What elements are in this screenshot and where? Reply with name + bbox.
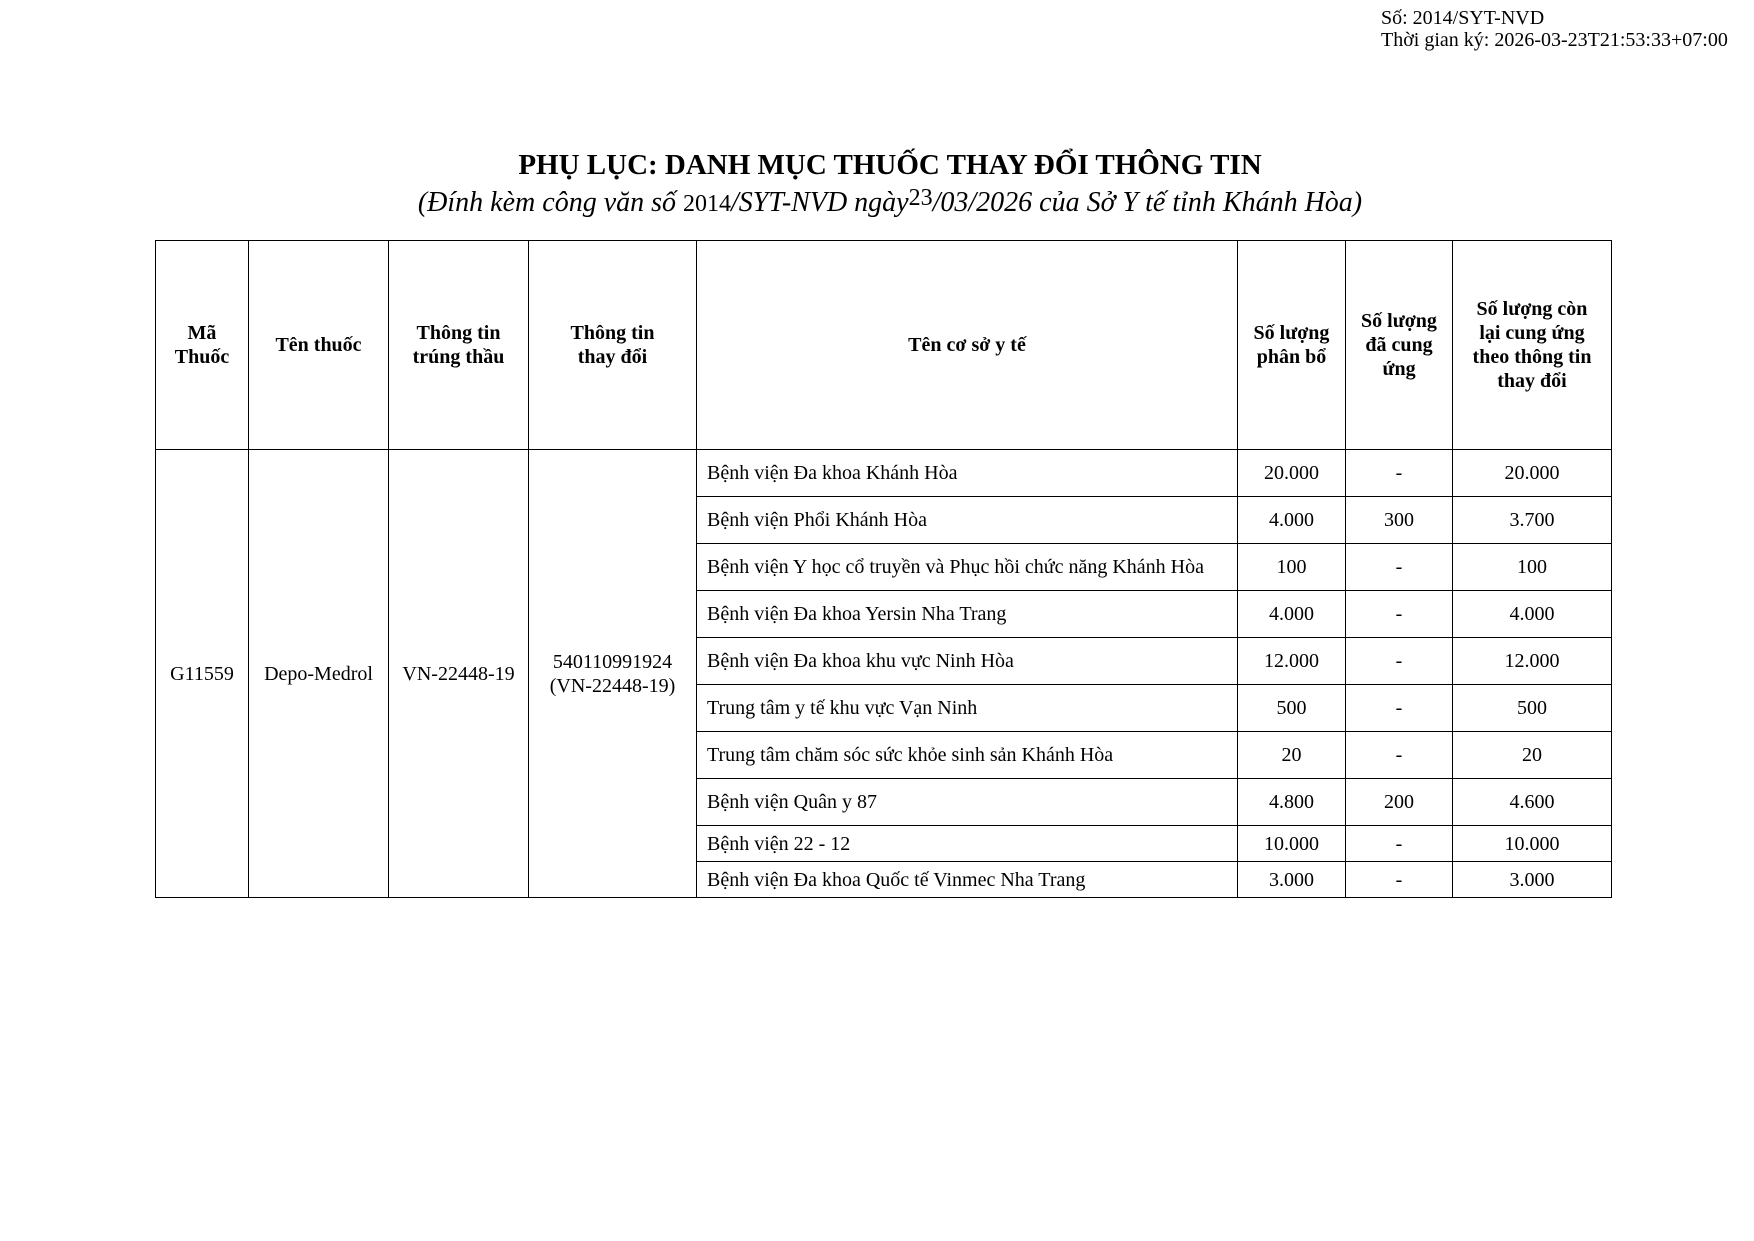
allocated-qty: 4.800 xyxy=(1238,779,1346,826)
allocated-qty: 12.000 xyxy=(1238,638,1346,685)
header-text: lại cung ứng xyxy=(1479,322,1585,344)
allocated-qty: 4.000 xyxy=(1238,497,1346,544)
header-text: theo thông tin xyxy=(1472,346,1592,368)
supplied-qty: - xyxy=(1346,544,1453,591)
header-text: phân bổ xyxy=(1256,346,1327,368)
subtitle-document-number: 2014 xyxy=(683,191,732,217)
header-ten-thuoc: Tên thuốc xyxy=(249,241,389,450)
drug-bid-info: VN-22448-19 xyxy=(389,450,529,898)
facility-name: Bệnh viện Y học cổ truyền và Phục hồi chức năng Khánh Hòa xyxy=(697,544,1238,591)
page-title: PHỤ LỤC: DANH MỤC THUỐC THAY ĐỔI THÔNG TIN xyxy=(518,149,1262,181)
document-number: Số: 2014/SYT-NVD xyxy=(1381,7,1545,29)
allocated-qty: 100 xyxy=(1238,544,1346,591)
supplied-qty: 300 xyxy=(1346,497,1453,544)
allocated-qty: 500 xyxy=(1238,685,1346,732)
drug-changed-info xyxy=(529,450,697,898)
header-text: Thông tin xyxy=(416,322,501,344)
header-ma-thuoc xyxy=(156,241,249,450)
subtitle-day: 23 xyxy=(908,185,933,211)
facility-name: Bệnh viện Quân y 87 xyxy=(697,779,1238,826)
changed-info-line: (VN-22448-19) xyxy=(549,674,676,697)
changed-info-line: 540110991924 xyxy=(552,650,673,673)
header-phan-bo xyxy=(1238,241,1346,450)
facility-name: Bệnh viện Đa khoa Quốc tế Vinmec Nha Trang xyxy=(697,862,1238,898)
remaining-qty: 500 xyxy=(1453,685,1612,732)
allocated-qty: 20.000 xyxy=(1238,450,1346,497)
header-text: ứng xyxy=(1382,358,1416,380)
supplied-qty: - xyxy=(1346,862,1453,898)
remaining-qty: 12.000 xyxy=(1453,638,1612,685)
header-text: thay đổi xyxy=(1497,370,1567,392)
allocated-qty: 3.000 xyxy=(1238,862,1346,898)
drug-table xyxy=(155,240,1612,898)
header-text: Mã xyxy=(187,322,217,344)
facility-name: Bệnh viện Đa khoa Khánh Hòa xyxy=(697,450,1238,497)
facility-name: Trung tâm chăm sóc sức khỏe sinh sản Khánh Hòa xyxy=(697,732,1238,779)
header-con-lai xyxy=(1453,241,1612,450)
subtitle-part1: (Đính kèm công văn số xyxy=(417,187,684,218)
signature-stamp xyxy=(1381,7,1728,51)
supplied-qty: - xyxy=(1346,826,1453,862)
remaining-qty: 10.000 xyxy=(1453,826,1612,862)
header-text: trúng thầu xyxy=(412,346,505,368)
remaining-qty: 4.600 xyxy=(1453,779,1612,826)
header-text: Thuốc xyxy=(174,346,230,368)
supplied-qty: - xyxy=(1346,685,1453,732)
header-da-cung xyxy=(1346,241,1453,450)
remaining-qty: 20.000 xyxy=(1453,450,1612,497)
facility-name: Bệnh viện Đa khoa khu vực Ninh Hòa xyxy=(697,638,1238,685)
facility-name: Bệnh viện Phổi Khánh Hòa xyxy=(697,497,1238,544)
subtitle-part3: /03/2026 của Sở Y tế tỉnh Khánh Hòa) xyxy=(932,187,1363,218)
allocated-qty: 4.000 xyxy=(1238,591,1346,638)
remaining-qty: 20 xyxy=(1453,732,1612,779)
remaining-qty: 4.000 xyxy=(1453,591,1612,638)
supplied-qty: - xyxy=(1346,732,1453,779)
header-text: Số lượng xyxy=(1361,310,1437,332)
table-header-row xyxy=(156,241,1612,450)
header-text: Số lượng còn xyxy=(1476,298,1588,320)
table-row xyxy=(156,450,1612,497)
allocated-qty: 20 xyxy=(1238,732,1346,779)
header-trung-thau xyxy=(389,241,529,450)
facility-name: Bệnh viện Đa khoa Yersin Nha Trang xyxy=(697,591,1238,638)
remaining-qty: 3.700 xyxy=(1453,497,1612,544)
supplied-qty: - xyxy=(1346,450,1453,497)
facility-name: Trung tâm y tế khu vực Vạn Ninh xyxy=(697,685,1238,732)
header-text: Thông tin xyxy=(570,322,655,344)
header-text: Số lượng xyxy=(1253,322,1330,344)
subtitle-part2: /SYT-NVD ngày xyxy=(731,187,909,218)
supplied-qty: 200 xyxy=(1346,779,1453,826)
facility-name: Bệnh viện 22 - 12 xyxy=(697,826,1238,862)
supplied-qty: - xyxy=(1346,591,1453,638)
drug-name: Depo-Medrol xyxy=(249,450,389,898)
page-subtitle xyxy=(0,186,1754,221)
remaining-qty: 3.000 xyxy=(1453,862,1612,898)
drug-code: G11559 xyxy=(156,450,249,898)
header-co-so: Tên cơ sở y tế xyxy=(697,241,1238,450)
signing-time: Thời gian ký: 2026-03-23T21:53:33+07:00 xyxy=(1381,29,1728,51)
supplied-qty: - xyxy=(1346,638,1453,685)
remaining-qty: 100 xyxy=(1453,544,1612,591)
header-thay-doi xyxy=(529,241,697,450)
allocated-qty: 10.000 xyxy=(1238,826,1346,862)
header-text: đã cung xyxy=(1365,334,1433,356)
header-text: thay đổi xyxy=(577,346,648,368)
